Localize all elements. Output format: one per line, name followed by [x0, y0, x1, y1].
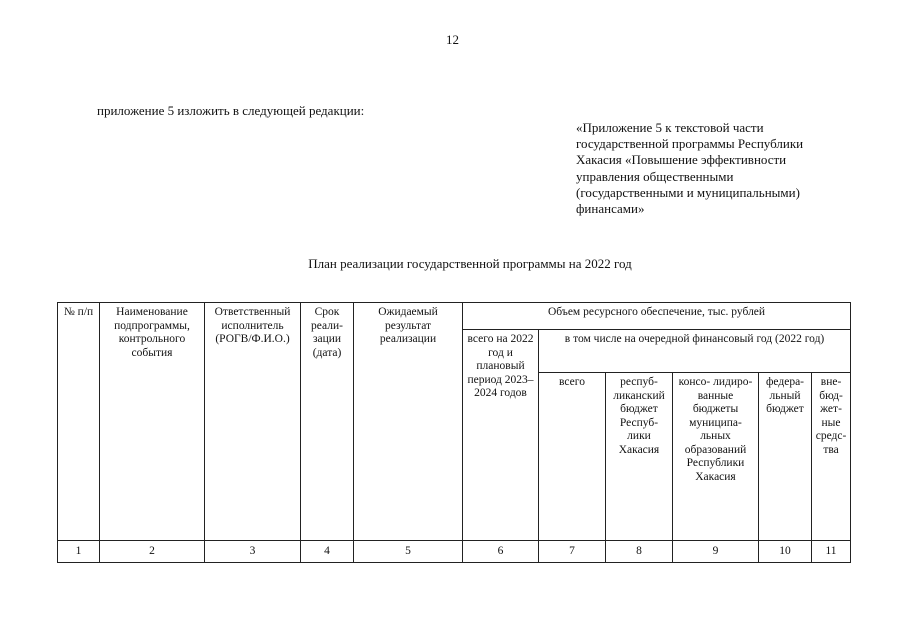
column-number: 1: [58, 541, 100, 563]
column-number: 9: [673, 541, 759, 563]
header-cell-subprogram-name: Наименование подпрограммы, контрольного события: [100, 303, 205, 541]
header-cell-total-2022-2024: всего на 2022 год и плановый период 2023–2024 годов: [463, 330, 539, 541]
column-number: 3: [205, 541, 301, 563]
header-cell-implementation-date: Срок реали- зации (дата): [301, 303, 354, 541]
column-number: 7: [539, 541, 606, 563]
column-number: 6: [463, 541, 539, 563]
column-number: 2: [100, 541, 205, 563]
column-number: 11: [812, 541, 851, 563]
appendix-note: «Приложение 5 к текстовой части государственной программы Республики Хакасия «Повышение эффективности управления общественными (государственными и муниципальными) финансами»: [576, 120, 804, 217]
column-number-row: [58, 541, 851, 563]
column-number: 4: [301, 541, 354, 563]
header-cell-resource-volume: Объем ресурсного обеспечение, тыс. рублей: [463, 303, 851, 330]
header-cell-municipal-budgets: консо- лидиро- ванные бюджеты муниципа- льных образований Республики Хакасия: [673, 373, 759, 541]
header-cell-extra-budgetary: вне- бюд- жет- ные средс- тва: [812, 373, 851, 541]
header-cell-expected-result: Ожидаемый результат реализации: [354, 303, 463, 541]
page-number: 12: [446, 32, 459, 47]
plan-title: План реализации государственной программы на 2022 год: [308, 256, 632, 271]
header-cell-republican-budget: респуб- ликанский бюджет Респуб- лики Хакасия: [606, 373, 673, 541]
header-cell-responsible-executor: Ответственный исполнитель (РОГВ/Ф.И.О.): [205, 303, 301, 541]
header-cell-current-year: в том числе на очередной финансовый год (2022 год): [539, 330, 851, 373]
header-cell-federal-budget: федера- льный бюджет: [759, 373, 812, 541]
intro-text: приложение 5 изложить в следующей редакции:: [97, 103, 365, 118]
column-number: 10: [759, 541, 812, 563]
column-number: 8: [606, 541, 673, 563]
header-cell-total: всего: [539, 373, 606, 541]
header-cell-number: № п/п: [58, 303, 100, 541]
column-number: 5: [354, 541, 463, 563]
plan-table: [57, 302, 851, 563]
